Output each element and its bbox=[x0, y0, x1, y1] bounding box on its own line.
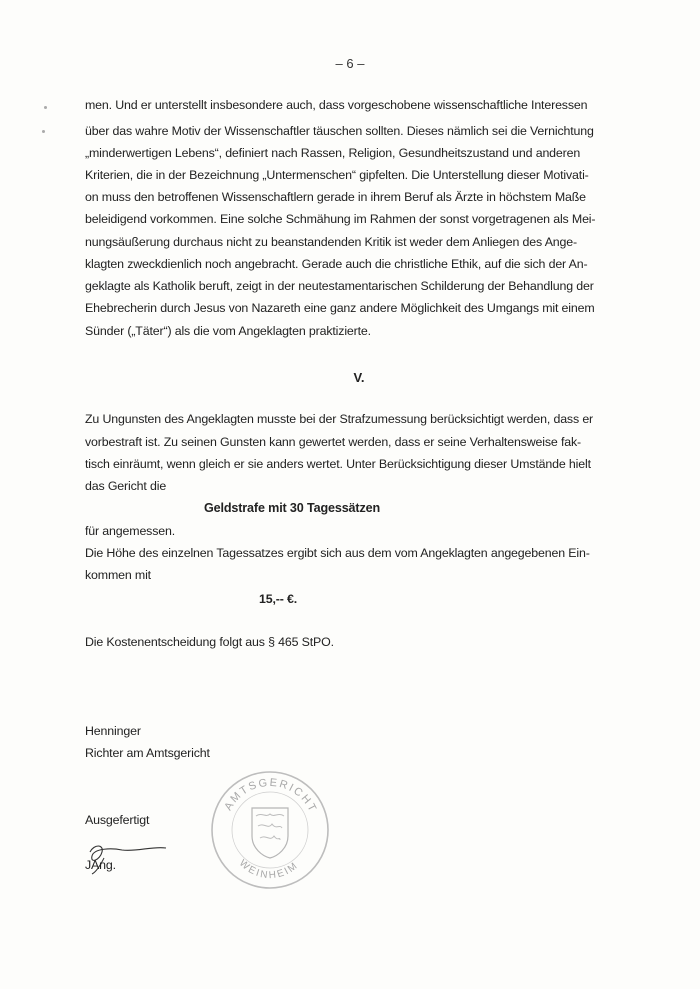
section-heading: V. bbox=[353, 370, 365, 385]
text-line: über das wahre Motiv der Wissenschaftler täuschen sollten. Dieses nämlich sei die Vernichtung bbox=[85, 124, 594, 138]
text-line: das Gericht die bbox=[85, 479, 167, 493]
svg-text:AMTSGERICHT: AMTSGERICHT bbox=[222, 776, 320, 816]
text-line: tisch einräumt, wenn gleich er sie anders wertet. Unter Berücksichtigung dieser Umstände hielt bbox=[85, 457, 591, 471]
text-line: Zu Ungunsten des Angeklagten musste bei der Strafzumessung berücksichtigt werden, dass er bbox=[85, 412, 594, 426]
margin-mark bbox=[44, 106, 47, 109]
amount: 15,-- €. bbox=[259, 592, 298, 606]
text-line: nungsäußerung durchaus nicht zu beanstandenden Kritik ist weder dem Anliegen des Ange- bbox=[85, 235, 578, 249]
text-line: „minderwertigen Lebens“, definiert nach Rassen, Religion, Gesundheitszustand und anderen bbox=[85, 146, 581, 160]
page-number: – 6 – bbox=[335, 56, 365, 71]
clerk-signature-text: JAng. bbox=[85, 858, 116, 872]
text-line: Die Höhe des einzelnen Tagessatzes ergibt sich aus dem vom Angeklagten angegebenen Ein- bbox=[85, 546, 590, 560]
margin-mark bbox=[42, 130, 45, 133]
text-line: geklagte als Katholik beruft, zeigt in der neutestamentarischen Schilderung der Behandlung der bbox=[85, 279, 594, 293]
penalty-suffix: für angemessen. bbox=[85, 524, 176, 538]
text-line: Ehebrecherin durch Jesus von Nazareth eine ganz andere Möglichkeit des Umgangs mit einem bbox=[85, 301, 595, 315]
text-line: on muss den betroffenen Wissenschaftlern gerade in ihrem Beruf als Ärzte in höchstem Maße bbox=[85, 190, 586, 204]
issued-label: Ausgefertigt bbox=[85, 813, 150, 827]
text-line: klagten zweckdienlich noch angebracht. Gerade auch die christliche Ethik, auf die sich der An- bbox=[85, 257, 588, 271]
costs-decision: Die Kostenentscheidung folgt aus § 465 StPO. bbox=[85, 635, 334, 649]
svg-text:WEINHEIM: WEINHEIM bbox=[236, 857, 301, 882]
judge-name: Henninger bbox=[85, 724, 141, 738]
text-line: vorbestraft ist. Zu seinen Gunsten kann gewertet werden, dass er seine Verhaltensweise fak- bbox=[85, 435, 582, 449]
judge-title: Richter am Amtsgericht bbox=[85, 746, 210, 760]
text-line: kommen mit bbox=[85, 568, 151, 582]
court-seal bbox=[208, 768, 332, 897]
text-line: men. Und er unterstellt insbesondere auch, dass vorgeschobene wissenschaftliche Interessen bbox=[85, 98, 588, 112]
text-line: Sünder („Täter“) als die vom Angeklagten praktizierte. bbox=[85, 324, 371, 338]
penalty-line: Geldstrafe mit 30 Tagessätzen bbox=[204, 501, 380, 515]
text-line: beleidigend vorkommen. Eine solche Schmähung im Rahmen der sonst vorgetragenen als Mei- bbox=[85, 212, 596, 226]
text-line: Kriterien, die in der Bezeichnung „Untermenschen“ gipfelten. Die Unterstellung dieser Motivati- bbox=[85, 168, 589, 182]
